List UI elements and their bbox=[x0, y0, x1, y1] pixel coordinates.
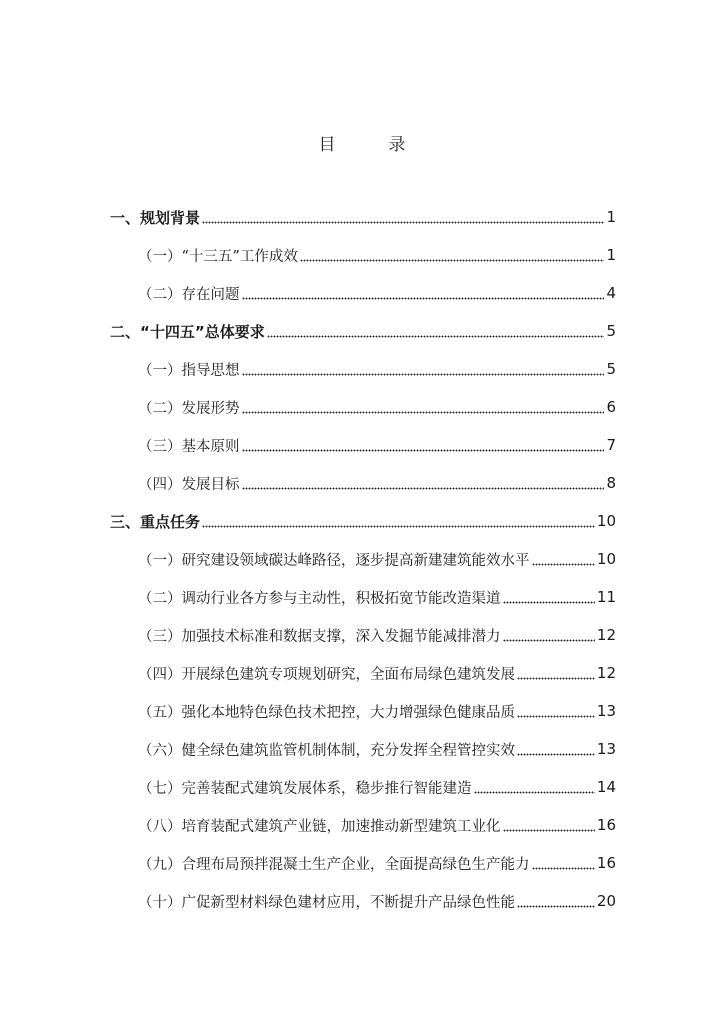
toc-entry-text: 三、重点任务 bbox=[110, 512, 201, 531]
toc-dot-leader bbox=[532, 563, 595, 566]
toc-dot-leader bbox=[517, 905, 595, 908]
toc-entry-text: （三）基本原则 bbox=[138, 438, 240, 455]
toc-page-number: 14 bbox=[596, 778, 616, 796]
toc-section-entry[interactable] bbox=[110, 198, 616, 236]
toc-subsection-entry[interactable] bbox=[110, 540, 616, 578]
toc-page-number: 13 bbox=[596, 702, 616, 720]
toc-dot-leader bbox=[300, 259, 605, 262]
toc-dot-leader bbox=[532, 867, 595, 870]
toc-page-number: 12 bbox=[596, 626, 616, 644]
toc-entry-text: （四）开展绿色建筑专项规划研究，全面布局绿色建筑发展 bbox=[138, 666, 515, 683]
toc-subsection-entry[interactable] bbox=[110, 236, 616, 274]
toc-dot-leader bbox=[517, 677, 595, 680]
toc-page-number: 1 bbox=[606, 246, 616, 264]
toc-entry-text: （七）完善装配式建筑发展体系，稳步推行智能建造 bbox=[138, 780, 472, 797]
toc-entry-text: （一）指导思想 bbox=[138, 362, 240, 379]
toc-dot-leader bbox=[242, 487, 605, 490]
toc-entry-text: （二）发展形势 bbox=[138, 400, 240, 417]
toc-dot-leader bbox=[242, 449, 605, 452]
toc-subsection-entry[interactable] bbox=[110, 578, 616, 616]
toc-entry-text: 二、“十四五”总体要求 bbox=[110, 322, 265, 341]
toc-dot-leader bbox=[474, 791, 595, 794]
toc-section-entry[interactable] bbox=[110, 312, 616, 350]
toc-entry-text: （九）合理布局预拌混凝土生产企业，全面提高绿色生产能力 bbox=[138, 856, 530, 873]
toc-entry-text: （六）健全绿色建筑监管机制体制，充分发挥全程管控实效 bbox=[138, 742, 515, 759]
toc-dot-leader bbox=[242, 373, 605, 376]
toc-subsection-entry[interactable] bbox=[110, 616, 616, 654]
toc-title: 目 录 bbox=[318, 135, 424, 155]
toc-page-number: 20 bbox=[596, 892, 616, 910]
toc-dot-leader bbox=[242, 411, 605, 414]
toc-dot-leader bbox=[202, 221, 604, 224]
toc-subsection-entry[interactable] bbox=[110, 806, 616, 844]
toc-page-number: 1 bbox=[606, 208, 616, 226]
toc-entry-text: （十）广促新型材料绿色建材应用，不断提升产品绿色性能 bbox=[138, 894, 515, 911]
toc-page-number: 16 bbox=[596, 854, 616, 872]
toc-entry-text: （三）加强技术标准和数据支撑，深入发掘节能减排潜力 bbox=[138, 628, 501, 645]
toc-entry-text: （二）调动行业各方参与主动性，积极拓宽节能改造渠道 bbox=[138, 590, 501, 607]
toc-entry-text: （八）培育装配式建筑产业链，加速推动新型建筑工业化 bbox=[138, 818, 501, 835]
toc-subsection-entry[interactable] bbox=[110, 388, 616, 426]
toc-page-number: 4 bbox=[606, 284, 616, 302]
toc-dot-leader bbox=[202, 525, 595, 528]
toc-subsection-entry[interactable] bbox=[110, 464, 616, 502]
toc-entry-text: （一）研究建设领域碳达峰路径，逐步提高新建建筑能效水平 bbox=[138, 552, 530, 569]
toc-entry-text: （四）发展目标 bbox=[138, 476, 240, 493]
toc-dot-leader bbox=[517, 715, 595, 718]
toc-page-number: 5 bbox=[606, 360, 616, 378]
toc-subsection-entry[interactable] bbox=[110, 768, 616, 806]
toc-subsection-entry[interactable] bbox=[110, 350, 616, 388]
toc-page-number: 12 bbox=[596, 664, 616, 682]
toc-entry-text: （五）强化本地特色绿色技术把控，大力增强绿色健康品质 bbox=[138, 704, 515, 721]
toc-page-number: 6 bbox=[606, 398, 616, 416]
toc-subsection-entry[interactable] bbox=[110, 692, 616, 730]
toc-page-number: 10 bbox=[596, 550, 616, 568]
toc-page-number: 5 bbox=[606, 322, 616, 340]
toc-page-number: 11 bbox=[596, 588, 616, 606]
toc-entry-text: 一、规划背景 bbox=[110, 208, 201, 227]
table-of-contents bbox=[110, 198, 616, 920]
toc-dot-leader bbox=[503, 829, 595, 832]
toc-page-number: 13 bbox=[596, 740, 616, 758]
toc-dot-leader bbox=[503, 601, 595, 604]
toc-subsection-entry[interactable] bbox=[110, 844, 616, 882]
toc-dot-leader bbox=[503, 639, 595, 642]
toc-page-number: 10 bbox=[596, 512, 616, 530]
toc-dot-leader bbox=[517, 753, 595, 756]
toc-page-number: 7 bbox=[606, 436, 616, 454]
toc-subsection-entry[interactable] bbox=[110, 654, 616, 692]
toc-section-entry[interactable] bbox=[110, 502, 616, 540]
toc-subsection-entry[interactable] bbox=[110, 882, 616, 920]
toc-page-number: 8 bbox=[606, 474, 616, 492]
toc-entry-text: （一）“十三五”工作成效 bbox=[138, 248, 298, 265]
toc-dot-leader bbox=[267, 335, 605, 338]
toc-subsection-entry[interactable] bbox=[110, 730, 616, 768]
toc-subsection-entry[interactable] bbox=[110, 426, 616, 464]
toc-entry-text: （二）存在问题 bbox=[138, 286, 240, 303]
toc-subsection-entry[interactable] bbox=[110, 274, 616, 312]
toc-dot-leader bbox=[242, 297, 605, 300]
toc-page-number: 16 bbox=[596, 816, 616, 834]
